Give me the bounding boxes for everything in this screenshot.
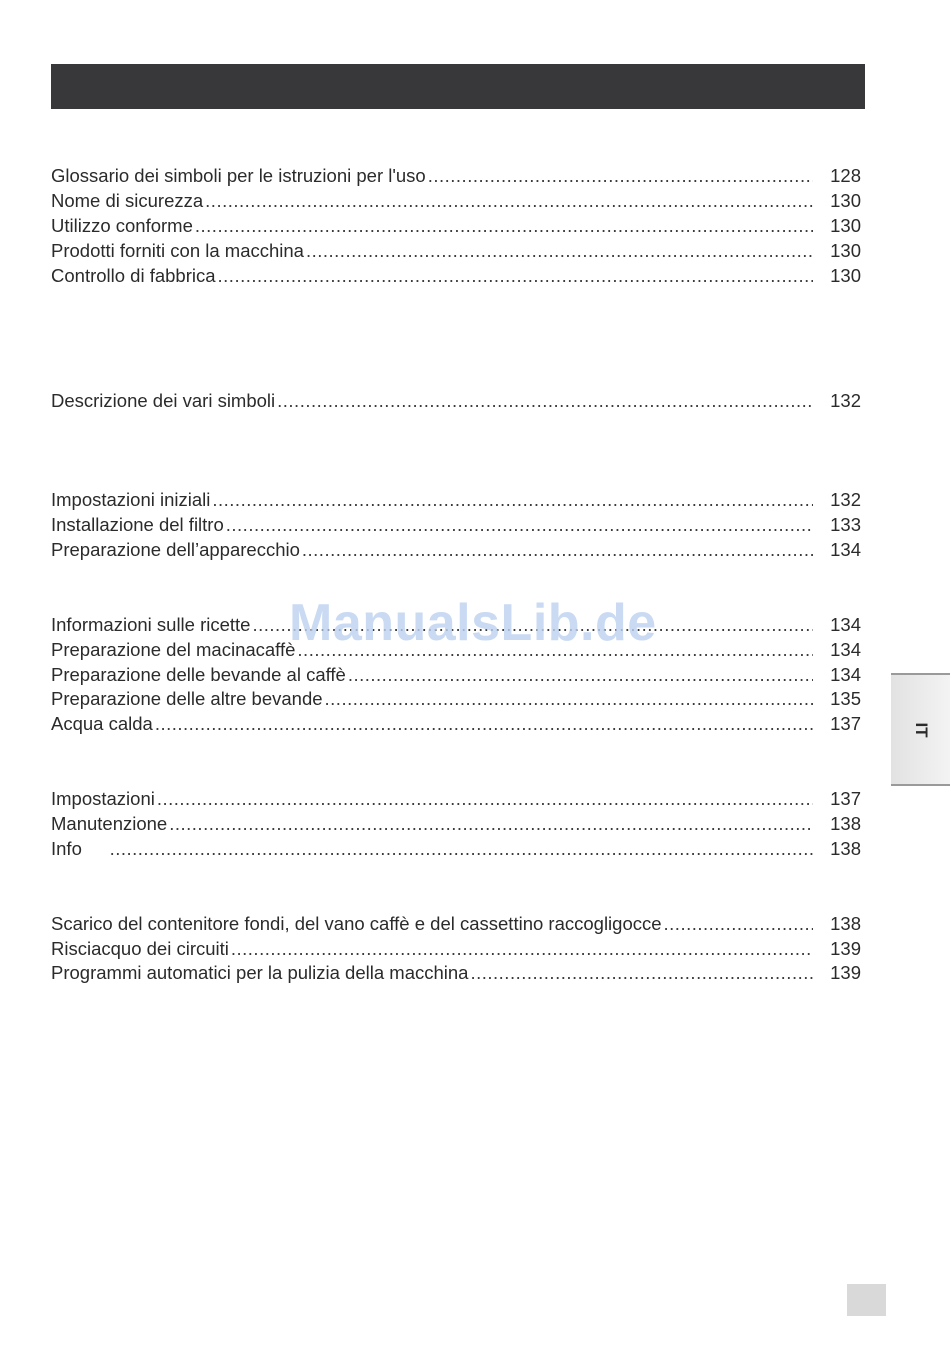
toc-entry-label: Glossario dei simboli per le istruzioni per l'uso (51, 165, 426, 186)
toc-entry[interactable] (51, 711, 861, 736)
toc-entry-label: Installazione del filtro (51, 514, 224, 535)
toc-entry-label: Preparazione delle altre bevande (51, 688, 323, 709)
toc-leader-dots (231, 936, 813, 961)
toc-entry[interactable] (51, 263, 861, 288)
toc-entry[interactable] (51, 811, 861, 836)
page-number-box (847, 1284, 886, 1316)
toc-entry-label: Programmi automatici per la pulizia della macchina (51, 962, 469, 983)
toc-leader-dots (157, 786, 813, 811)
toc-entry[interactable] (51, 213, 861, 238)
toc-entry-label: Preparazione delle bevande al caffè (51, 664, 346, 685)
toc-entry-page: 134 (830, 539, 861, 560)
toc-entry-label: Nome di sicurezza (51, 190, 204, 211)
toc-entry[interactable] (51, 686, 861, 711)
toc-entry[interactable] (51, 836, 861, 861)
toc-entry-label: Utilizzo conforme (51, 215, 193, 236)
toc-entry-label: Info (51, 838, 108, 859)
header-bar (51, 64, 865, 109)
toc-entry-page: 138 (830, 913, 861, 934)
toc-leader-dots (212, 487, 813, 512)
toc-entry-label: Descrizione dei vari simboli (51, 390, 276, 411)
toc-leader-dots (664, 911, 813, 936)
toc-entry-page: 138 (830, 813, 861, 834)
toc-leader-dots (470, 960, 813, 985)
toc-entry[interactable] (51, 911, 861, 936)
toc-entry-page: 134 (830, 614, 861, 635)
toc-entry-page: 137 (830, 713, 861, 734)
toc-leader-dots (428, 163, 813, 188)
toc-entry-page: 134 (830, 664, 861, 685)
toc-entry-label: Acqua calda (51, 713, 153, 734)
watermark: ManualsLib.de (289, 594, 657, 652)
toc-entry[interactable] (51, 163, 861, 188)
toc-entry[interactable] (51, 662, 861, 687)
toc-entry-page: 137 (830, 788, 861, 809)
toc-leader-dots (277, 388, 813, 413)
toc-leader-dots (218, 263, 813, 288)
toc-entry-page: 139 (830, 938, 861, 959)
toc-entry-label: Prodotti forniti con la macchina (51, 240, 304, 261)
toc-entry-page: 138 (830, 838, 861, 859)
toc-entry-label: Impostazioni iniziali (51, 489, 211, 510)
toc-entry-page: 130 (830, 265, 861, 286)
toc-entry-page: 130 (830, 240, 861, 261)
toc-leader-dots (110, 836, 813, 861)
toc-entry[interactable] (51, 188, 861, 213)
toc-entry[interactable] (51, 388, 861, 413)
toc-leader-dots (325, 686, 813, 711)
toc-entry-page: 139 (830, 962, 861, 983)
toc-entry-page: 132 (830, 489, 861, 510)
toc-entry-page: 135 (830, 688, 861, 709)
toc-leader-dots (205, 188, 813, 213)
toc-entry-page: 130 (830, 215, 861, 236)
toc-entry-page: 132 (830, 390, 861, 411)
toc-entry[interactable] (51, 537, 861, 562)
toc-entry[interactable] (51, 960, 861, 985)
toc-leader-dots (195, 213, 813, 238)
toc-entry-label: Scarico del contenitore fondi, del vano caffè e del cassettino raccogligocce (51, 913, 662, 934)
toc-leader-dots (155, 711, 813, 736)
toc-entry-label: Impostazioni (51, 788, 155, 809)
toc-entry-label: Risciacquo dei circuiti (51, 938, 229, 959)
toc-entry[interactable] (51, 786, 861, 811)
toc-entry-page: 128 (830, 165, 861, 186)
toc-entry-label: Informazioni sulle ricette (51, 614, 251, 635)
toc-entry-page: 130 (830, 190, 861, 211)
language-tab[interactable] (891, 673, 950, 786)
toc-entry-label: Preparazione dell’apparecchio (51, 539, 300, 560)
toc-entry[interactable] (51, 512, 861, 537)
toc-leader-dots (169, 811, 813, 836)
toc-leader-dots (302, 537, 813, 562)
toc-entry-page: 134 (830, 639, 861, 660)
toc-leader-dots (306, 238, 813, 263)
toc-entry[interactable] (51, 487, 861, 512)
toc-entry-page: 133 (830, 514, 861, 535)
toc-leader-dots (226, 512, 813, 537)
toc-entry-label: Controllo di fabbrica (51, 265, 216, 286)
toc-entry-label: Manutenzione (51, 813, 168, 834)
toc-entry-label: Preparazione del macinacaffè (51, 639, 296, 660)
toc-entry[interactable] (51, 936, 861, 961)
language-tab-label: IT (911, 721, 931, 738)
toc-leader-dots (348, 662, 813, 687)
toc-entry[interactable] (51, 238, 861, 263)
